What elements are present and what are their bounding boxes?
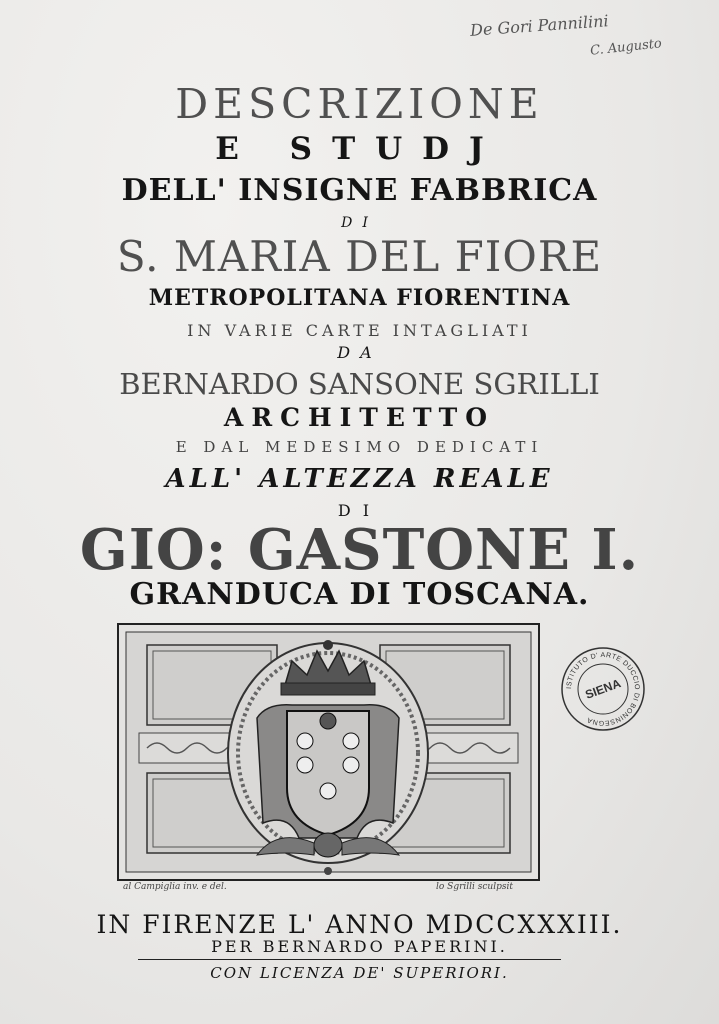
title-line-4: DI [341, 215, 378, 231]
title-line-6: METROPOLITANA FIORENTINA [148, 285, 571, 311]
imprint-divider [138, 959, 561, 960]
imprint-printer: PER BERNARDO PAPERINI. [211, 937, 508, 956]
dedicatee-name: GIO: GASTONE I. [79, 517, 640, 583]
imprint-license: CON LICENZA DE' SUPERIORI. [210, 964, 509, 982]
title-line-5: S. MARIA DEL FIORE [116, 232, 603, 281]
stamp-center-text: SIENA [583, 676, 623, 702]
dedication-line: E DAL MEDESIMO DEDICATI [175, 438, 544, 456]
title-line-2: E STUDJ [215, 131, 504, 167]
library-stamp [560, 646, 646, 732]
engraver-credit-left: al Campiglia inv. e del. [123, 882, 227, 892]
title-line-1: DESCRIZIONE [175, 80, 544, 128]
engraved-coat-of-arms-plate [117, 623, 540, 881]
dedication-address: ALL' ALTEZZA REALE [165, 464, 554, 494]
author-name: BERNARDO SANSONE SGRILLI [119, 367, 600, 401]
handwritten-signature: De Gori Pannilini [469, 11, 610, 40]
handwritten-signature-line2: C. Augusto [589, 36, 663, 59]
title-line-3: DELL' INSIGNE FABBRICA [121, 173, 598, 208]
dedication-di: DI [337, 501, 382, 520]
imprint-place-year: IN FIRENZE L' ANNO MDCCXXXIII. [96, 910, 623, 939]
engraver-credit-right: lo Sgrilli sculpsit [436, 882, 513, 892]
author-title: ARCHITETTO [223, 403, 496, 432]
title-line-7: IN VARIE CARTE INTAGLIATI [187, 321, 532, 340]
dedicatee-title: GRANDUCA DI TOSCANA. [129, 577, 590, 612]
title-line-8: DA [337, 343, 382, 362]
stamp-ring-text: ISTITUTO D' ARTE DUCCIO DI BONINSEGNA [565, 651, 641, 727]
